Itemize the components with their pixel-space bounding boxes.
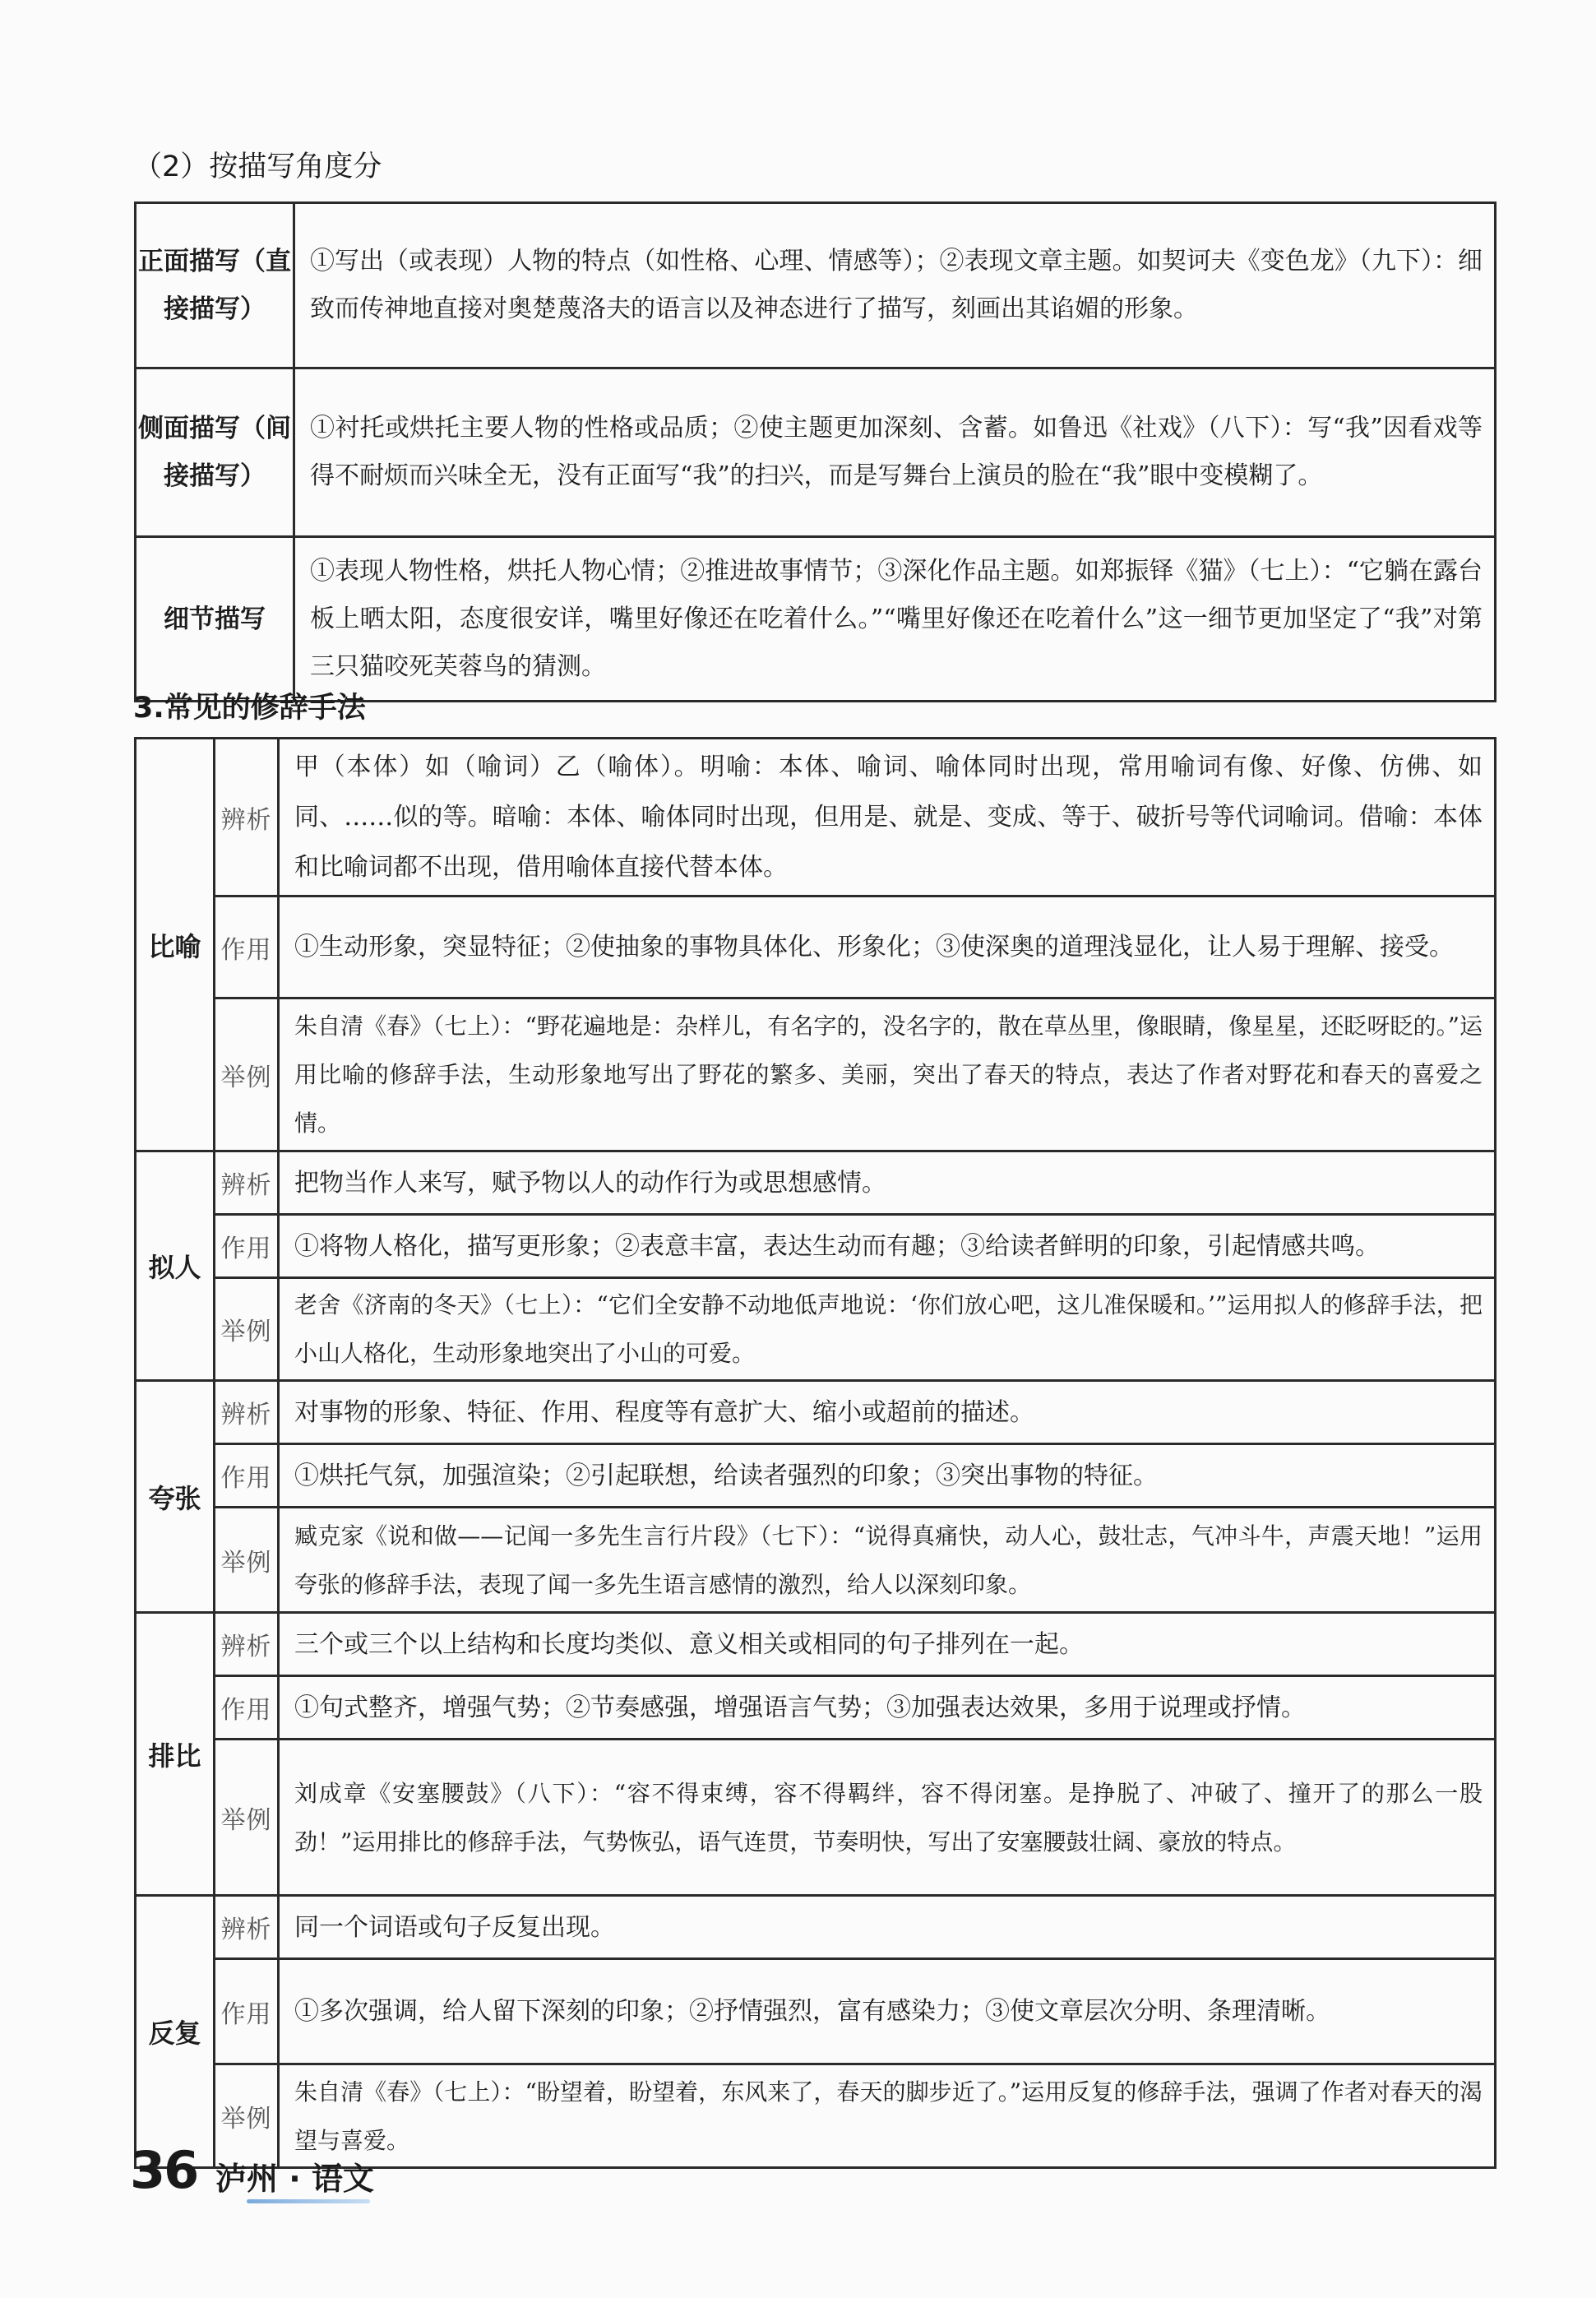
row-text: ①写出（或表现）人物的特点（如性格、心理、情感等）；②表现文章主题。如契诃夫《变色龙》（九下）：细致而传神地直接对奥楚蔑洛夫的语言以及神态进行了描写，刻画出其谄媚的形象。 xyxy=(294,203,1496,368)
example-text: 朱自清《春》（七上）：“野花遍地是：杂样儿，有名字的，没名字的，散在草丛里，像眼睛，像星星，还眨呀眨的。”运用比喻的修辞手法，生动形象地写出了野花的繁多、美丽，突出了春天的特点，表达了作者对野花和春天的喜爱之情。 xyxy=(279,998,1496,1151)
table-row xyxy=(136,1740,1496,1896)
table-row xyxy=(136,1896,1496,1959)
effect-text: ①生动形象，突显特征；②使抽象的事物具体化、形象化；③使深奥的道理浅显化，让人易于理解、接受。 xyxy=(279,896,1496,998)
analysis-text: 三个或三个以上结构和长度均类似、意义相关或相同的句子排列在一起。 xyxy=(279,1613,1496,1676)
table-row xyxy=(136,1215,1496,1278)
sub-label-effect: 作用 xyxy=(215,1215,279,1278)
effect-text: ①句式整齐，增强气势；②节奏感强，增强语言气势；③加强表达效果，多用于说理或抒情。 xyxy=(279,1676,1496,1740)
device-name: 比喻 xyxy=(136,739,215,1151)
analysis-text: 甲（本体）如（喻词）乙（喻体）。明喻：本体、喻词、喻体同时出现，常用喻词有像、好像、仿佛、如同、……似的等。暗喻：本体、喻体同时出现，但用是、就是、变成、等于、破折号等代词喻词。借喻：本体和比喻词都不出现，借用喻体直接代替本体。 xyxy=(279,739,1496,896)
analysis-text: 把物当作人来写，赋予物以人的动作行为或思想感情。 xyxy=(279,1151,1496,1215)
table-row xyxy=(136,1381,1496,1444)
effect-text: ①将物人格化，描写更形象；②表意丰富，表达生动而有趣；③给读者鲜明的印象，引起情感共鸣。 xyxy=(279,1215,1496,1278)
sub-label-analysis: 辨析 xyxy=(215,1151,279,1215)
row-label: 细节描写 xyxy=(136,537,294,702)
sub-label-effect: 作用 xyxy=(215,1959,279,2064)
section-heading-rhetoric: 3.常见的修辞手法 xyxy=(133,692,366,725)
table-row xyxy=(136,368,1496,537)
table-row xyxy=(136,2064,1496,2168)
sub-label-analysis: 辨析 xyxy=(215,739,279,896)
sub-label-example: 举例 xyxy=(215,1508,279,1613)
example-text: 老舍《济南的冬天》（七上）：“它们全安静不动地低声地说：‘你们放心吧，这儿准保暖和。’”运用拟人的修辞手法，把小山人格化，生动形象地突出了小山的可爱。 xyxy=(279,1278,1496,1381)
table-row xyxy=(136,896,1496,998)
sub-label-example: 举例 xyxy=(215,1740,279,1896)
example-text: 臧克家《说和做——记闻一多先生言行片段》（七下）：“说得真痛快，动人心，鼓壮志，气冲斗牛，声震天地！”运用夸张的修辞手法，表现了闻一多先生语言感情的激烈，给人以深刻印象。 xyxy=(279,1508,1496,1613)
table-row xyxy=(136,1959,1496,2064)
sub-label-example: 举例 xyxy=(215,2064,279,2168)
analysis-text: 对事物的形象、特征、作用、程度等有意扩大、缩小或超前的描述。 xyxy=(279,1381,1496,1444)
analysis-text: 同一个词语或句子反复出现。 xyxy=(279,1896,1496,1959)
device-name: 反复 xyxy=(136,1896,215,2168)
device-name: 排比 xyxy=(136,1613,215,1896)
device-name: 拟人 xyxy=(136,1151,215,1381)
sub-label-effect: 作用 xyxy=(215,896,279,998)
sub-label-analysis: 辨析 xyxy=(215,1613,279,1676)
row-text: ①衬托或烘托主要人物的性格或品质；②使主题更加深刻、含蓄。如鲁迅《社戏》（八下）：写“我”因看戏等得不耐烦而兴味全无，没有正面写“我”的扫兴，而是写舞台上演员的脸在“我”眼中变模糊了。 xyxy=(294,368,1496,537)
sub-label-effect: 作用 xyxy=(215,1444,279,1508)
sub-label-effect: 作用 xyxy=(215,1676,279,1740)
table-row xyxy=(136,537,1496,702)
table-row xyxy=(136,1444,1496,1508)
rhetoric-table xyxy=(134,737,1497,2169)
table-row xyxy=(136,998,1496,1151)
table-row xyxy=(136,1508,1496,1613)
example-text: 刘成章《安塞腰鼓》（八下）：“容不得束缚，容不得羁绊，容不得闭塞。是挣脱了、冲破了、撞开了的那么一股劲！”运用排比的修辞手法，气势恢弘，语气连贯，节奏明快，写出了安塞腰鼓壮阔、豪放的特点。 xyxy=(279,1740,1496,1896)
example-text: 朱自清《春》（七上）：“盼望着，盼望着，东风来了，春天的脚步近了。”运用反复的修辞手法，强调了作者对春天的渴望与喜爱。 xyxy=(279,2064,1496,2168)
table-row xyxy=(136,203,1496,368)
table-row xyxy=(136,1676,1496,1740)
page-number: 36 xyxy=(130,2140,198,2200)
device-name: 夸张 xyxy=(136,1381,215,1613)
row-label: 正面描写（直接描写） xyxy=(136,203,294,368)
row-text: ①表现人物性格，烘托人物心情；②推进故事情节；③深化作品主题。如郑振铎《猫》（七上）：“它躺在露台板上晒太阳，态度很安详，嘴里好像还在吃着什么。”“嘴里好像还在吃着什么”这一细节更加坚定了“我”对第三只猫咬死芙蓉鸟的猜测。 xyxy=(294,537,1496,702)
table-row xyxy=(136,1278,1496,1381)
sub-label-analysis: 辨析 xyxy=(215,1896,279,1959)
table-row xyxy=(136,1613,1496,1676)
effect-text: ①多次强调，给人留下深刻的印象；②抒情强烈，富有感染力；③使文章层次分明、条理清晰。 xyxy=(279,1959,1496,2064)
sub-label-example: 举例 xyxy=(215,998,279,1151)
book-label: 泸州 · 语文 xyxy=(215,2161,374,2197)
sub-label-analysis: 辨析 xyxy=(215,1381,279,1444)
sub-label-example: 举例 xyxy=(215,1278,279,1381)
effect-text: ①烘托气氛，加强渲染；②引起联想，给读者强烈的印象；③突出事物的特征。 xyxy=(279,1444,1496,1508)
row-label: 侧面描写（间接描写） xyxy=(136,368,294,537)
decorative-underline xyxy=(247,2199,370,2203)
description-angle-table xyxy=(134,202,1497,702)
section-heading-description-angle: （2）按描写角度分 xyxy=(133,151,382,183)
table-row xyxy=(136,1151,1496,1215)
table-row xyxy=(136,739,1496,896)
